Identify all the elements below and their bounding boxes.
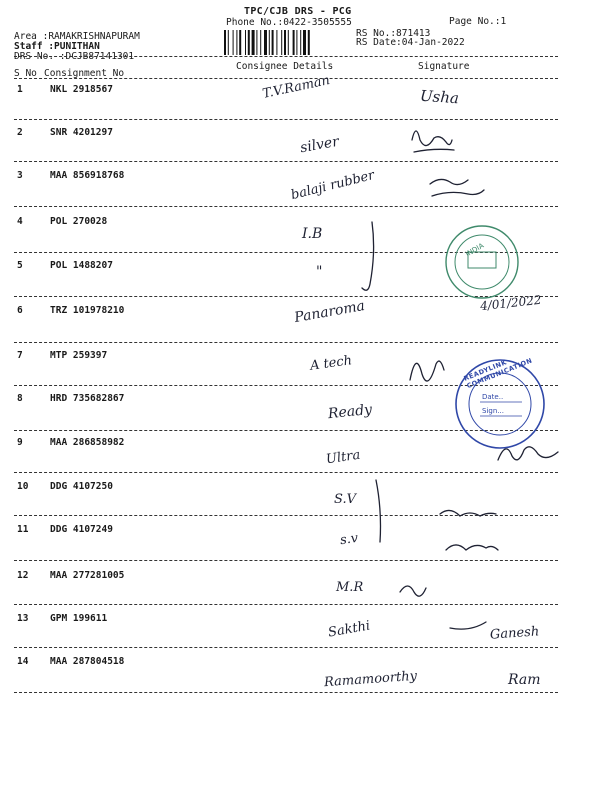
row-sno: 4 (17, 216, 23, 227)
row-consignment: MAA 287804518 (50, 656, 125, 667)
row-consignment: DDG 4107249 (50, 524, 113, 535)
row-sno: 5 (17, 260, 23, 271)
rs-date: RS Date:04-Jan-2022 (356, 37, 465, 48)
handwritten-signature: Usha (419, 86, 460, 108)
row-consignment: MAA 277281005 (50, 570, 125, 581)
row-sno: 6 (17, 305, 23, 316)
row-sno: 9 (17, 437, 23, 448)
handwritten-consignee: Ramamoorthy (323, 668, 418, 691)
signature-mark (430, 179, 468, 184)
handwritten-consignee: " (316, 264, 323, 280)
handwritten-consignee: Ready (327, 401, 373, 423)
drs-title: TPC/CJB DRS - PCG (244, 6, 352, 17)
signature-mark (414, 149, 454, 152)
handwritten-consignee: Panaroma (293, 297, 367, 327)
readylink-date: Date.. (482, 393, 504, 401)
handwritten-signature: Ram (508, 672, 541, 688)
rs-number: RS No.:871413 (356, 28, 431, 39)
handwritten-signature: Ganesh (489, 624, 540, 643)
handwritten-consignee: s.v (339, 530, 360, 549)
row-consignment: HRD 735682867 (50, 393, 125, 404)
row-sno: 2 (17, 127, 23, 138)
row-consignment: DDG 4107250 (50, 481, 113, 492)
row-sno: 11 (17, 524, 29, 535)
signature-mark (450, 622, 486, 629)
row-sno: 1 (17, 84, 23, 95)
row-consignment: SNR 4201297 (50, 127, 113, 138)
handwritten-consignee: T.V.Raman (261, 73, 332, 102)
signature-mark (432, 190, 484, 196)
row-consignment: MAA 856918768 (50, 170, 125, 181)
drs-number: DRS No. :DCJB87141301 (14, 51, 135, 62)
row-consignment: MTP 259397 (50, 350, 108, 361)
row-sno: 10 (17, 481, 29, 492)
row-sno: 8 (17, 393, 23, 404)
handwritten-consignee: S.V (334, 492, 356, 507)
signature-mark (362, 222, 374, 290)
handwritten-consignee: A tech (309, 353, 353, 374)
handwritten-consignee: I.B (302, 226, 323, 242)
row-consignment: MAA 286858982 (50, 437, 125, 448)
handwritten-consignee: silver (298, 133, 341, 157)
column-signature: Signature (418, 61, 470, 72)
column-consignment: Consignment No (44, 68, 125, 79)
row-consignment: GPM 199611 (50, 613, 108, 624)
handwritten-date: 4/01/2022 (479, 292, 543, 314)
row-consignment: NKL 2918567 (50, 84, 113, 95)
signature-mark (412, 131, 452, 146)
row-sno: 14 (17, 656, 29, 667)
handwritten-consignee: Ultra (325, 447, 362, 468)
row-sno: 13 (17, 613, 29, 624)
signature-mark (410, 361, 444, 381)
row-consignment: TRZ 101978210 (50, 305, 125, 316)
row-consignment: POL 1488207 (50, 260, 113, 271)
handwritten-consignee: Sakthi (327, 618, 372, 641)
row-sno: 12 (17, 570, 29, 581)
signature-mark (446, 545, 498, 550)
column-consignee-details: Consignee Details (236, 61, 334, 72)
phone-number: Phone No.:0422-3505555 (226, 17, 352, 28)
area-field: Area :RAMAKRISHNAPURAM (14, 31, 140, 42)
row-consignment: POL 270028 (50, 216, 108, 227)
signature-mark (498, 447, 558, 460)
signature-mark (376, 480, 381, 542)
signature-mark (400, 586, 426, 596)
page-number: Page No.:1 (449, 16, 507, 27)
column-sno: S No (14, 68, 37, 79)
handwritten-consignee: balaji rubber (289, 167, 376, 204)
handwritten-consignee: M.R (336, 580, 364, 595)
signature-mark (440, 510, 496, 516)
row-sno: 3 (17, 170, 23, 181)
india-stamp-text: INDIA (464, 241, 486, 259)
readylink-sign: Sign... (482, 407, 504, 415)
row-sno: 7 (17, 350, 23, 361)
staff-field: Staff :PUNITHAN (14, 41, 100, 52)
readylink-stamp-text: READYLINK COMMUNICATION (462, 356, 534, 391)
india-stamp-icon (446, 226, 518, 298)
